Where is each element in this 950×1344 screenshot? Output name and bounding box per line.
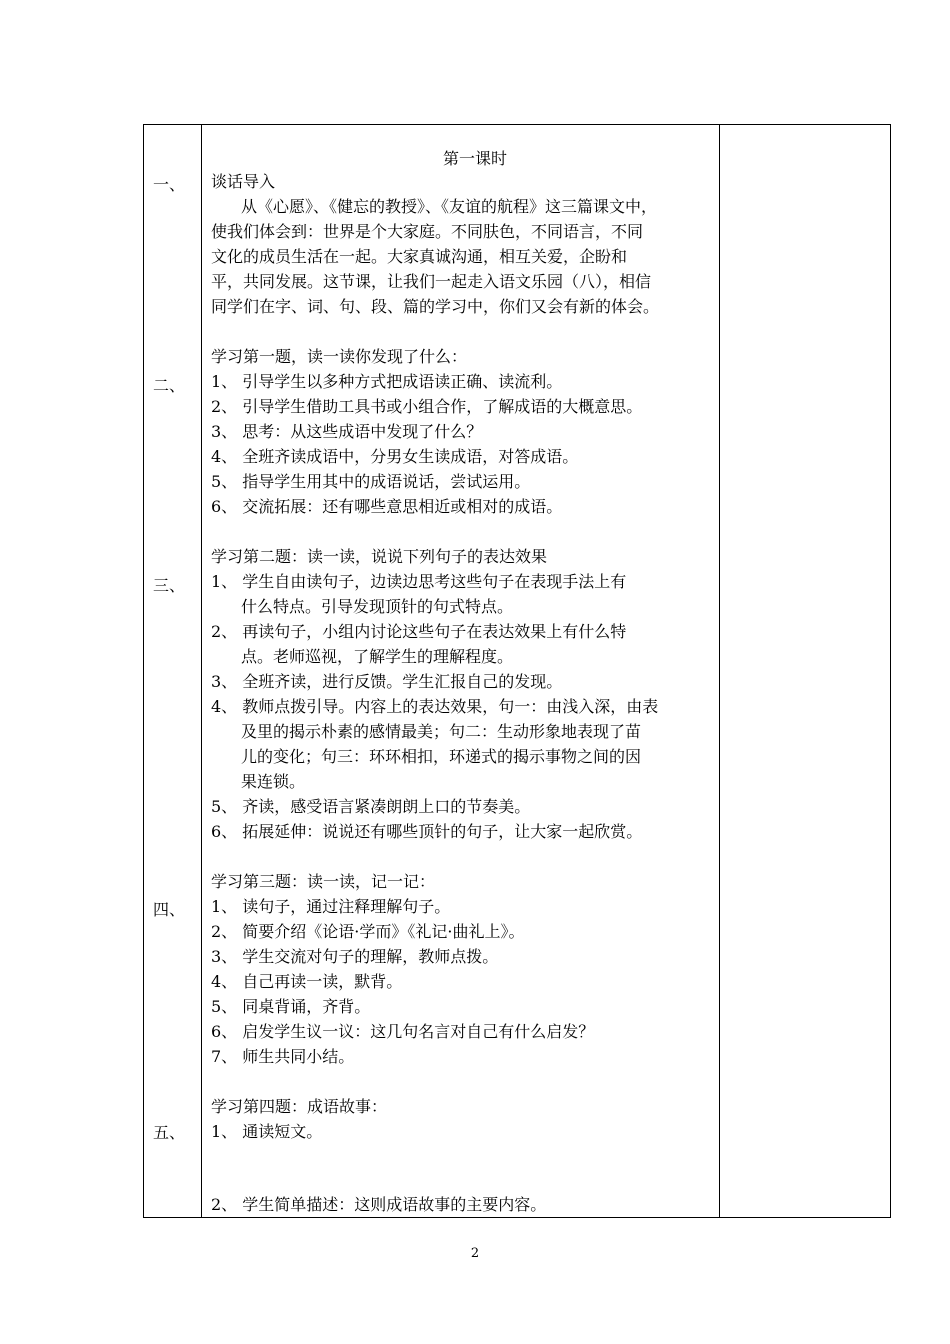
list-item: 2、 简要介绍《论语·学而》《礼记·曲礼上》。 xyxy=(211,922,525,941)
column-divider-left xyxy=(201,125,202,1217)
section-heading: 学习第二题：读一读，说说下列句子的表达效果 xyxy=(211,547,548,566)
list-item: 3、 全班齐读，进行反馈。学生汇报自己的发现。 xyxy=(211,672,563,691)
list-item: 1、 读句子，通过注释理解句子。 xyxy=(211,897,451,916)
list-item: 2、 再读句子，小组内讨论这些句子在表达效果上有什么特 xyxy=(211,622,627,641)
paragraph-line: 平，共同发展。这节课，让我们一起走入语文乐园（八），相信 xyxy=(211,272,652,291)
paragraph-line: 使我们体会到：世界是个大家庭。不同肤色，不同语言，不同 xyxy=(211,222,644,241)
list-item: 4、 全班齐读成语中，分男女生读成语，对答成语。 xyxy=(211,447,579,466)
list-item-continuation: 果连锁。 xyxy=(241,772,306,791)
list-item-continuation: 及里的揭示朴素的感情最美；句二：生动形象地表现了苗 xyxy=(241,722,642,741)
row-number-4: 四、 xyxy=(153,900,186,919)
section-heading: 谈话导入 xyxy=(211,172,276,191)
row-number-5: 五、 xyxy=(153,1123,186,1142)
list-item: 6、 拓展延伸：说说还有哪些顶针的句子，让大家一起欣赏。 xyxy=(211,822,643,841)
paragraph-line: 从《心愿》、《健忘的教授》、《友谊的航程》这三篇课文中， xyxy=(241,197,658,216)
list-item: 2、 引导学生借助工具书或小组合作，了解成语的大概意思。 xyxy=(211,397,643,416)
list-item: 6、 交流拓展：还有哪些意思相近或相对的成语。 xyxy=(211,497,563,516)
list-item-continuation: 儿的变化；句三：环环相扣，环递式的揭示事物之间的因 xyxy=(241,747,642,766)
section-heading: 学习第三题：读一读，记一记： xyxy=(211,872,436,891)
list-item: 5、 指导学生用其中的成语说话，尝试运用。 xyxy=(211,472,531,491)
list-item: 1、 通读短文。 xyxy=(211,1122,323,1141)
list-item: 7、 师生共同小结。 xyxy=(211,1047,355,1066)
list-item-continuation: 什么特点。引导发现顶针的句式特点。 xyxy=(241,597,514,616)
column-divider-right xyxy=(719,125,720,1217)
list-item: 6、 启发学生议一议：这几句名言对自己有什么启发？ xyxy=(211,1022,595,1041)
list-item: 5、 齐读，感受语言紧凑朗朗上口的节奏美。 xyxy=(211,797,531,816)
page-number: 2 xyxy=(470,1246,480,1261)
list-item: 2、 学生简单描述：这则成语故事的主要内容。 xyxy=(211,1195,547,1214)
list-item-continuation: 点。老师巡视，了解学生的理解程度。 xyxy=(241,647,514,666)
row-number-3: 三、 xyxy=(153,576,186,595)
list-item: 4、 教师点拨引导。内容上的表达效果，句一：由浅入深，由表 xyxy=(211,697,659,716)
section-heading: 学习第四题：成语故事： xyxy=(211,1097,388,1116)
list-item: 4、 自己再读一读，默背。 xyxy=(211,972,403,991)
list-item: 1、 引导学生以多种方式把成语读正确、读流利。 xyxy=(211,372,563,391)
list-item: 3、 思考：从这些成语中发现了什么？ xyxy=(211,422,483,441)
list-item: 5、 同桌背诵，齐背。 xyxy=(211,997,371,1016)
row-number-1: 一、 xyxy=(153,175,186,194)
list-item: 3、 学生交流对句子的理解，教师点拨。 xyxy=(211,947,499,966)
section-heading: 学习第一题，读一读你发现了什么： xyxy=(211,347,468,366)
list-item: 1、 学生自由读句子，边读边思考这些句子在表现手法上有 xyxy=(211,572,627,591)
paragraph-line: 文化的成员生活在一起。大家真诚沟通，相互关爱，企盼和 xyxy=(211,247,628,266)
lesson-title: 第一课时 xyxy=(442,149,507,168)
paragraph-line: 同学们在字、词、句、段、篇的学习中，你们又会有新的体会。 xyxy=(211,297,660,316)
row-number-2: 二、 xyxy=(153,376,186,395)
